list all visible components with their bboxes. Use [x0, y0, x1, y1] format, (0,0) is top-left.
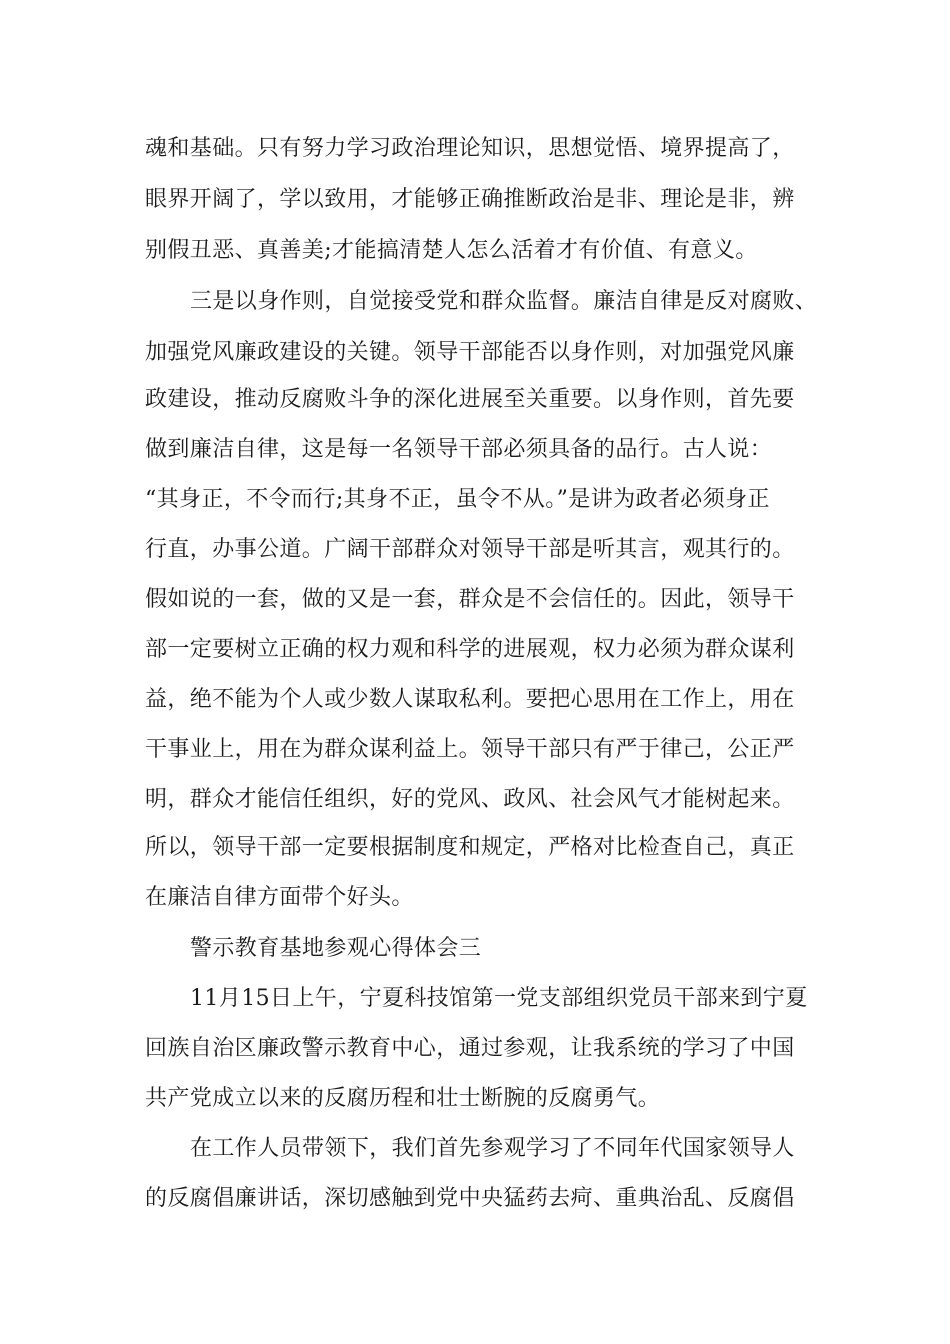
paragraph-line: 在工作人员带领下，我们首先参观学习了不同年代国家领导人: [190, 1136, 795, 1161]
paragraph-line: 益，绝不能为个人或少数人谋取私利。要把心思用在工作上，用在: [145, 687, 795, 712]
paragraph-line: 所以，领导干部一定要根据制度和规定，严格对比检查自己，真正: [145, 835, 795, 860]
paragraph-line: 假如说的一套，做的又是一套，群众是不会信任的。因此，领导干: [145, 587, 795, 612]
paragraph-line: 11月15日上午，宁夏科技馆第一党支部组织党员干部来到宁夏: [190, 986, 808, 1011]
paragraph-line: 加强党风廉政建设的关键。领导干部能否以身作则，对加强党风廉: [145, 340, 795, 365]
paragraph-line: 别假丑恶、真善美;才能搞清楚人怎么活着才有价值、有意义。: [145, 238, 758, 263]
paragraph-line: 魂和基础。只有努力学习政治理论知识，思想觉悟、境界提高了，: [145, 136, 795, 161]
paragraph-line: 在廉洁自律方面带个好头。: [145, 885, 414, 910]
paragraph-line: 明，群众才能信任组织，好的党风、政风、社会风气才能树起来。: [145, 787, 795, 812]
paragraph-line: 的反腐倡廉讲话，深切感触到党中央猛药去疴、重典治乱、反腐倡: [145, 1186, 795, 1211]
paragraph-line: 回族自治区廉政警示教育中心，通过参观，让我系统的学习了中国: [145, 1036, 795, 1061]
paragraph-line: 干事业上，用在为群众谋利益上。领导干部只有严于律己，公正严: [145, 737, 795, 762]
section-heading: 警示教育基地参观心得体会三: [190, 936, 482, 961]
paragraph-line: 共产党成立以来的反腐历程和壮士断腕的反腐勇气。: [145, 1086, 661, 1111]
paragraph-line: “其身正，不令而行;其身不正，虽令不从。”是讲为政者必须身正: [145, 487, 770, 512]
paragraph-line: 部一定要树立正确的权力观和科学的进展观，权力必须为群众谋利: [145, 637, 795, 662]
paragraph-line: 眼界开阔了，学以致用，才能够正确推断政治是非、理论是非，辨: [145, 187, 795, 212]
paragraph-line: 政建设，推动反腐败斗争的深化进展至关重要。以身作则，首先要: [145, 387, 795, 412]
paragraph-line: 做到廉洁自律，这是每一名领导干部必须具备的品行。古人说：: [145, 437, 773, 462]
paragraph-line: 三是以身作则，自觉接受党和群众监督。廉洁自律是反对腐败、: [190, 289, 818, 314]
paragraph-line: 行直，办事公道。广阔干部群众对领导干部是听其言，观其行的。: [145, 537, 795, 562]
